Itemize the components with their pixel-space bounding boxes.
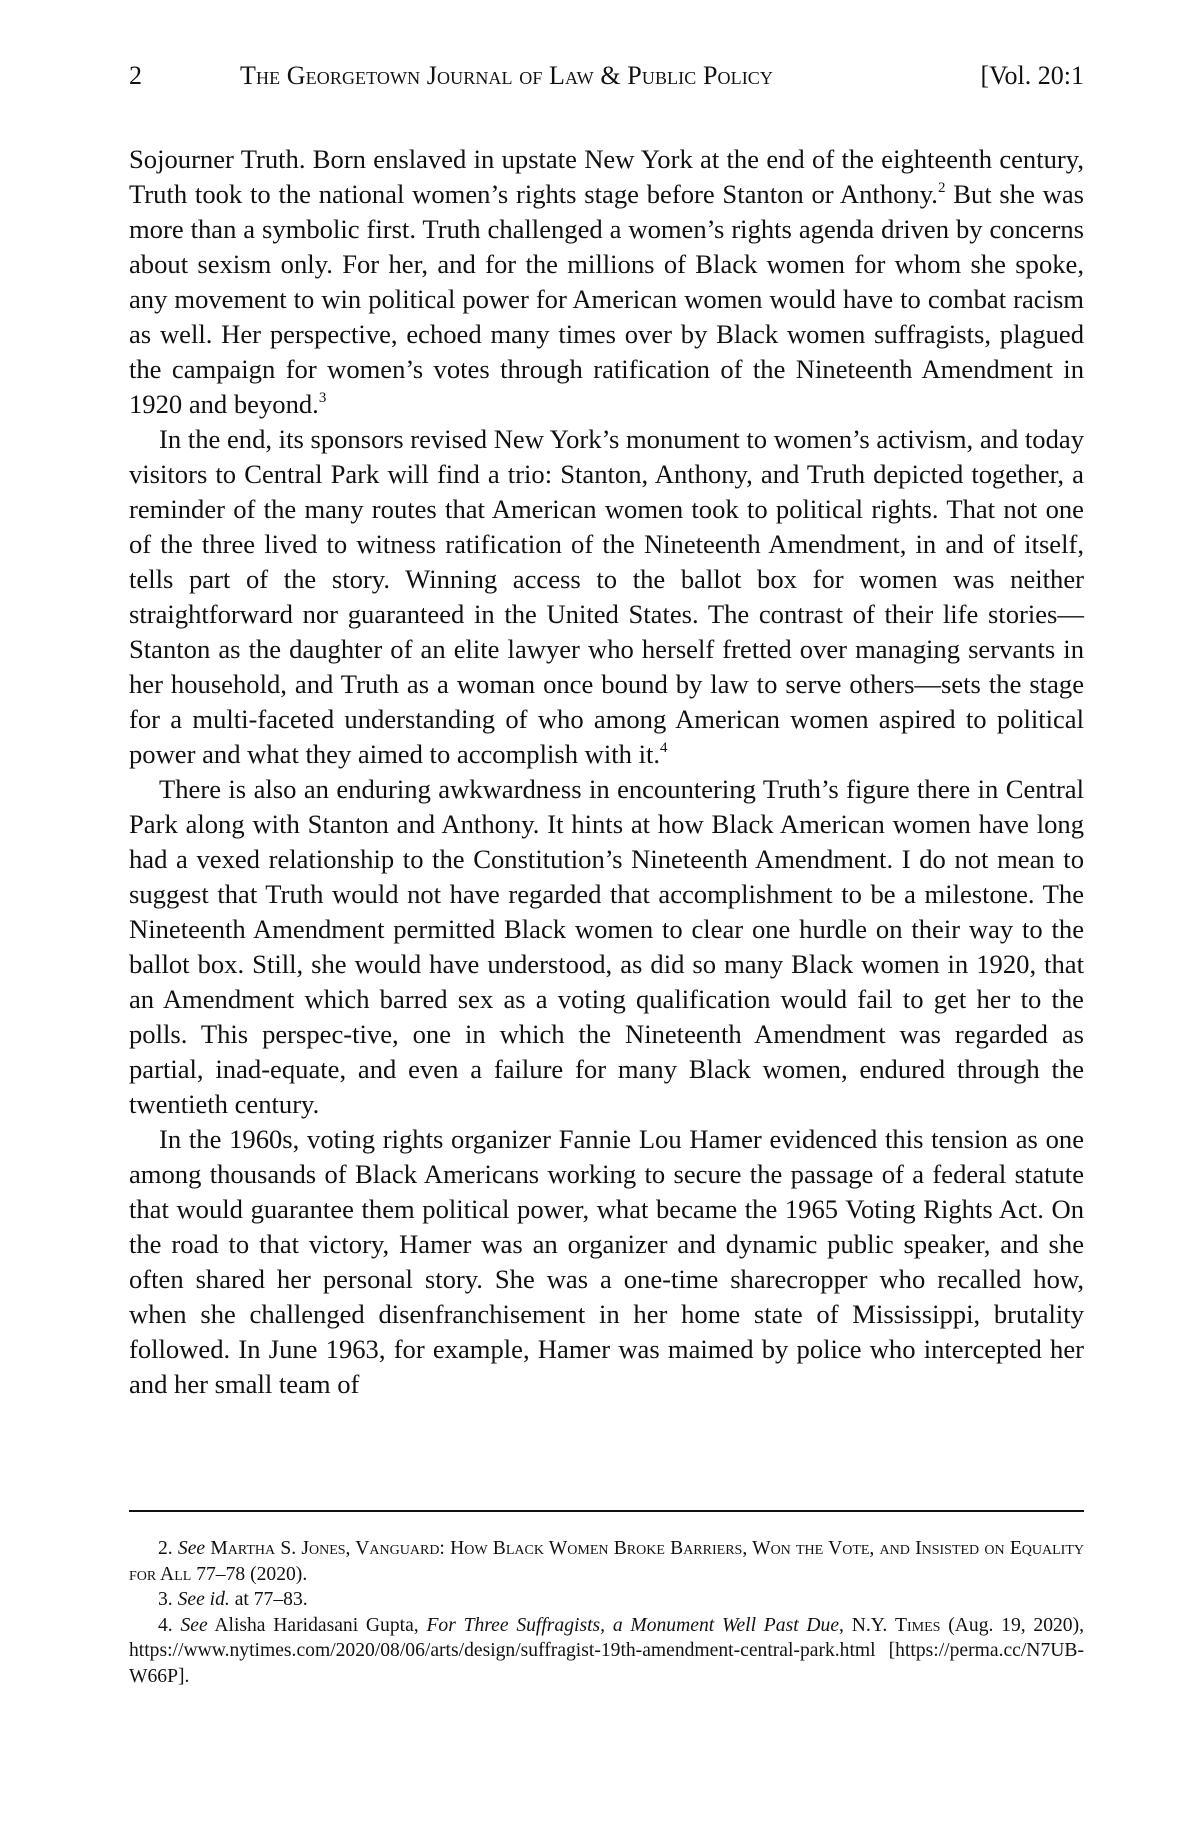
volume-label: [Vol. 20:1 [980,61,1084,90]
paragraph-text: Sojourner Truth. Born enslaved in upstate New York at the end of the eighteenth century, Truth took to the national women’s rights stage before Stanton or Anthony. [129,144,1084,209]
footnote-number: 3. [158,1589,178,1610]
footnote-text: at 77–83. [229,1589,308,1610]
footnote-ref-4[interactable]: 4 [660,740,668,756]
body-paragraph-4 [129,1122,1084,1402]
signal-see: See [177,1538,206,1559]
publication-name: Times [895,1614,941,1636]
body-paragraph-1 [129,142,1084,422]
footnote-number: 4. [158,1614,181,1636]
signal-see-id: See id. [177,1589,230,1610]
signal-see: See [180,1614,208,1636]
footnote-4 [129,1613,1084,1690]
footnote-number: 2. [158,1538,178,1559]
footnote-3 [129,1587,1084,1613]
body-text [129,142,1084,1402]
paragraph-text: In the 1960s, voting rights organizer Fannie Lou Hamer evidenced this tension as one among thousands of Black Americans working to secure the passage of a federal statute that would guarantee them political power, what became the 1965 Voting Rights Act. On the road to that victory, Hamer was an organizer and dynamic public speaker, and she often shared her personal story. She was a one-time sharecropper who recalled how, when she challenged disenfranchisement in her home state of Mississippi, brutality followed. In June 1963, for example, Hamer was maimed by police who intercepted her and her small team of [129,1124,1084,1399]
journal-title: The Georgetown Journal of Law & Public Policy [240,61,773,90]
page-number: 2 [129,61,142,90]
paragraph-text: But she was more than a symbolic first. Truth challenged a women’s rights agenda driven by concerns about sexism only. For her, and for the millions of Black women for whom she spoke, any movement to win political power for American women would have to combat racism as well. Her perspective, echoed many times over by Black women suffragists, plagued the campaign for women’s votes through ratification of the Nineteenth Amendment in 1920 and beyond. [129,179,1085,419]
article-title: For Three Suffragists, a Monument Well Past Due [426,1614,840,1636]
footnote-text: , N.Y. [839,1614,896,1636]
running-header [129,56,1084,96]
body-paragraph-3 [129,772,1084,1122]
paragraph-text: In the end, its sponsors revised New York’s monument to women’s activism, and today visitors to Central Park will find a trio: Stanton, Anthony, and Truth depicted together, a reminder of the many routes that American women took to political rights. That not one of the three lived to witness ratification of the Nineteenth Amendment, in and of itself, tells part of the story. Winning access to the ballot box for women was neither straightforward nor guaranteed in the United States. The contrast of their life stories—Stanton as the daughter of an elite lawyer who herself fretted over managing servants in her household, and Truth as a woman once bound by law to serve others—sets the stage for a multi-faceted understanding of who among American women aspired to political power and what they aimed to accomplish with it. [129,424,1084,769]
footnote-ref-2[interactable]: 2 [937,180,946,196]
footnote-text: 77–78 (2020). [191,1563,308,1585]
paragraph-text: There is also an enduring awkwardness in encountering Truth’s figure there in Central Park along with Stanton and Anthony. It hints at how Black American women have long had a vexed relationship to the Constitution’s Nineteenth Amendment. I do not mean to suggest that Truth would not have regarded that accomplishment to be a milestone. The Nineteenth Amendment permitted Black women to clear one hurdle on their way to the ballot box. Still, she would have understood, as did so many Black women in 1920, that an Amendment which barred sex as a voting qualification would fail to get her to the polls. This perspec-tive, one in which the Nineteenth Amendment was regarded as partial, inad-equate, and even a failure for many Black women, endured through the twentieth century. [129,774,1084,1119]
footnotes [129,1536,1084,1689]
footnote-2 [129,1536,1084,1587]
footnote-divider [129,1510,1084,1512]
footnote-url[interactable]: (Aug. 19, 2020), https://www.nytimes.com/2020/08/06/arts/design/suffragist-19th-amendment-central-park.html [https://perma.cc/N7UB-W66P]. [129,1614,1085,1687]
footnote-ref-3[interactable]: 3 [318,390,327,406]
footnote-text: Alisha Haridasani Gupta, [207,1614,427,1636]
body-paragraph-2 [129,422,1084,772]
book-citation: Martha S. Jones, Vanguard: How Black Women Broke Barriers, Won the Vote, and Insisted on Equality for All [129,1538,1084,1585]
